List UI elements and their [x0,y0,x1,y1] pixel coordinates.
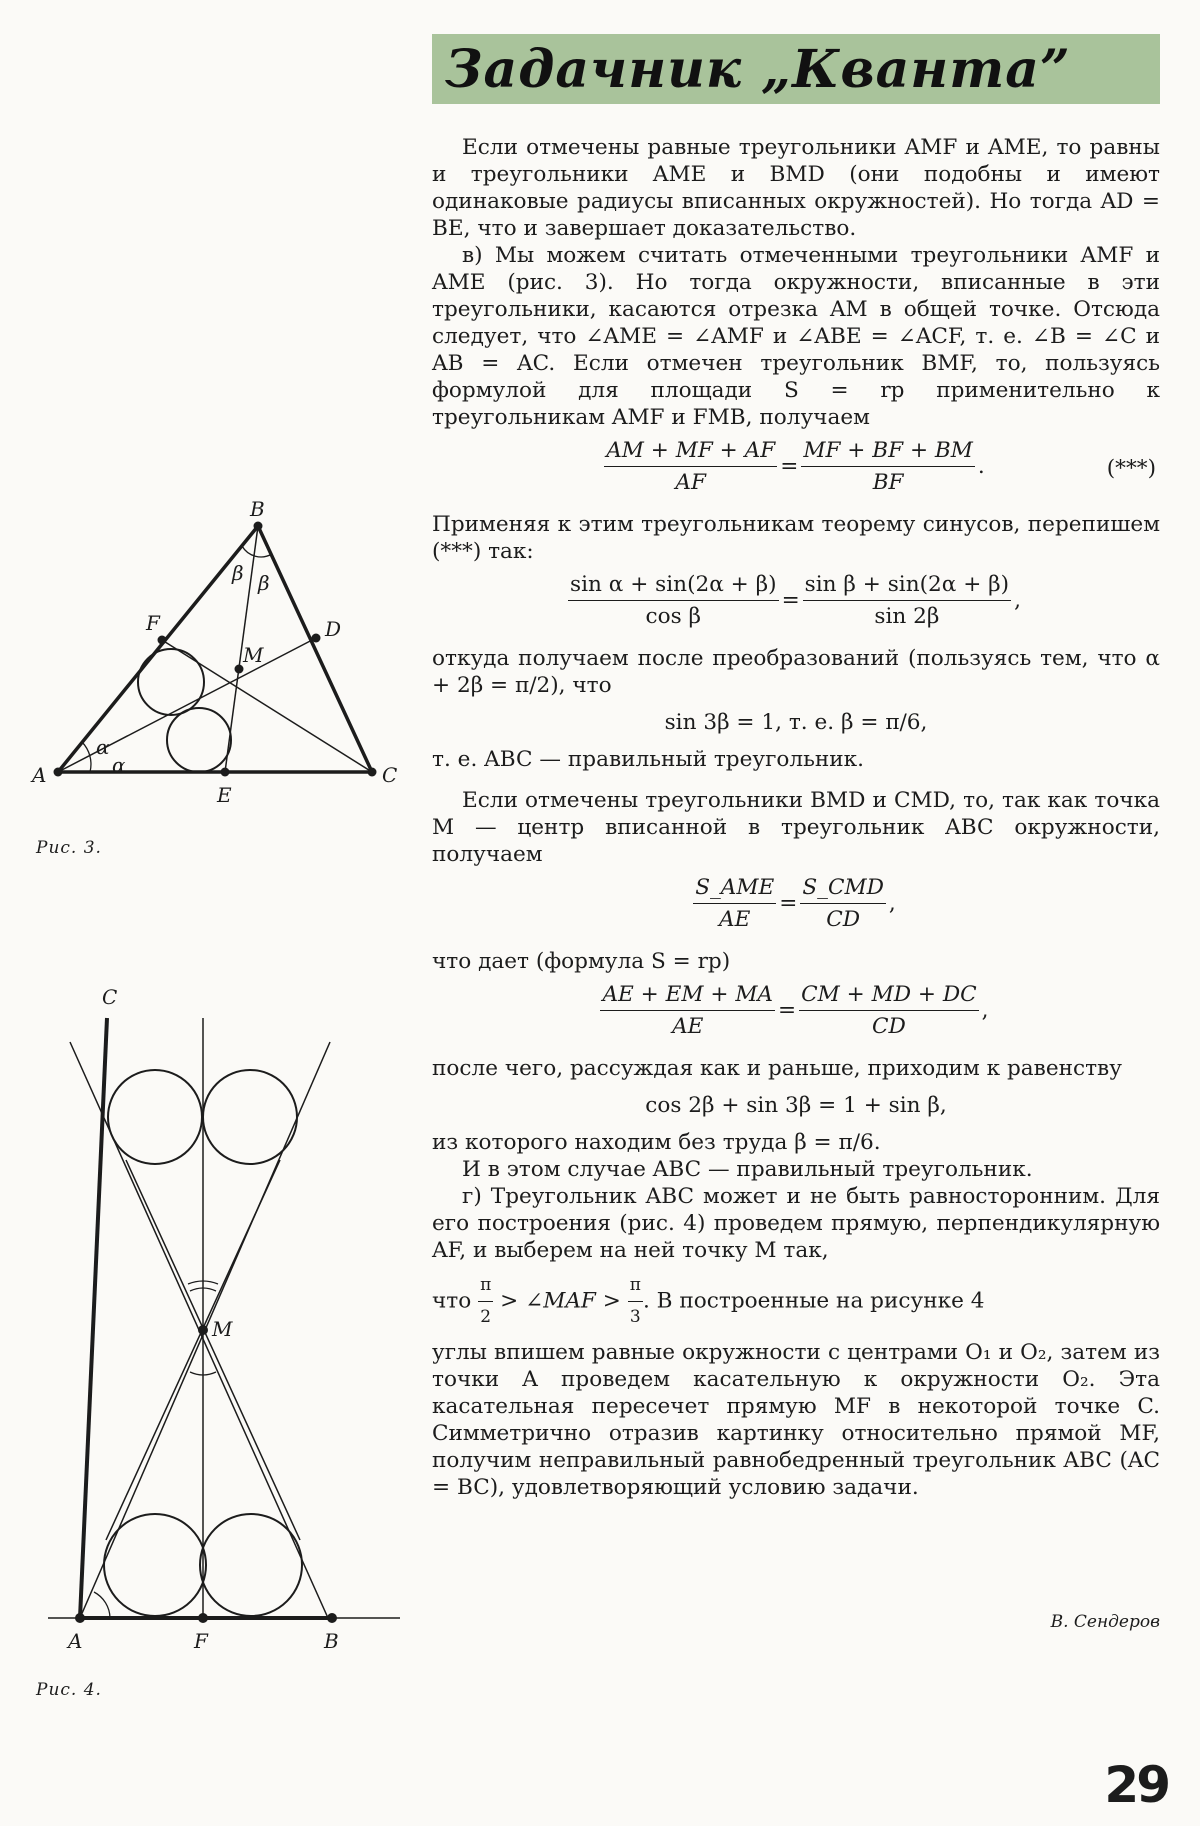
p12-frac2-num: π [628,1272,643,1302]
fig4-caption: Рис. 4. [36,1680,102,1700]
fig3-label-alpha2: α [112,753,126,777]
p12-frac1-den: 2 [480,1307,492,1327]
eq4-num-right: S_CMD [800,874,886,904]
eq5-den-left: AE [672,1014,704,1039]
p12-pre: что [432,1288,472,1314]
p12-post: . В построенные на рисунке 4 [642,1288,985,1314]
fig4-angle-arc-a [94,1592,110,1618]
fig3-label-alpha1: α [96,735,110,759]
paragraph-6: Если отмечены треугольники BMD и CMD, то, так как точка M — центр вписанной в треугольник ABC окружности, получаем [432,788,1160,867]
fig4-label-f: F [194,1629,208,1653]
fig4-circle-bottom-left [104,1514,206,1616]
fig3-incircle-amf [138,649,204,715]
fig3-incircle-ame [167,708,231,772]
figure-4 [20,980,420,1660]
paragraph-3: Применяя к этим треугольникам теорему синусов, перепишем (***) так: [432,512,1160,564]
fig4-tangent-right-2 [106,1160,280,1540]
eq1-num-left: AM + MF + AF [604,437,777,467]
fig3-label-b: B [250,497,265,521]
eq2-num-left: sin α + sin(2α + β) [568,571,779,601]
fig3-label-beta1: β [232,561,244,585]
eq1-tag: (***) [1106,456,1156,481]
eq5-num-right: CM + MD + DC [799,981,979,1011]
equation-1: $\frac{AM + MF + AF}{AF}$ = $\frac{MF + BF + BM}{BF}$ . (***) [606,438,1156,495]
equation-4: $\frac{\text{S\_AME}}{AE}$ = $\frac{\text{S\_CMD}}{CD}$ , [695,875,896,932]
eq1-den-right: BF [872,470,904,495]
author-signature: В. Сендеров [1050,1612,1160,1632]
eq4-num-left: S_AME [693,874,776,904]
eq4-den-left: AE [719,907,751,932]
fig4-label-b: B [324,1629,339,1653]
paragraph-1: Если отмечены равные треугольники AMF и AME, то равны и треугольники AME и BMD (они подобны и имеют одинаковые радиусы вписанных окружностей). Но тогда AD = BE, что и завершает доказательство. [432,135,1160,241]
fig3-label-c: C [382,763,398,787]
paragraph-9: из которого находим без труда β = π/6. [432,1130,881,1155]
fig4-tangent-left-2 [126,1160,300,1540]
equation-6: cos 2β + sin 3β = 1 + sin β, [645,1093,947,1118]
paragraph-10: И в этом случае ABC — правильный треугольник. [462,1157,1033,1182]
paragraph-8: после чего, рассуждая как и раньше, приходим к равенству [432,1056,1122,1081]
page-number: 29 [1104,1756,1168,1814]
fig4-label-c: C [102,985,118,1009]
p12-frac1-num: π [478,1272,493,1302]
paragraph-5: т. е. ABC — правильный треугольник. [432,747,865,772]
eq1-num-right: MF + BF + BM [801,437,975,467]
eq5-num-left: AE + EM + MA [600,981,775,1011]
fig3-label-m: M [243,643,264,667]
equation-2: $\frac{\text{sin α + sin(2α + β)}}{\text{cos β}}$ = $\frac{\text{sin β + sin(2α + β)}}{\sin 2\beta}$ , [570,572,1021,629]
fig4-circle-top-right [203,1070,297,1164]
eq2-den-right: sin 2β [874,604,940,629]
fig4-label-a: A [68,1629,83,1653]
section-title: Задачник „Кванта” [445,39,1071,100]
fig3-label-d: D [325,617,342,641]
p12-frac2-den: 3 [629,1307,641,1327]
figure-3 [20,490,420,830]
fig3-label-f: F [146,611,160,635]
equation-3: sin 3β = 1, т. е. β = π/6, [664,710,928,735]
paragraph-12 [432,1272,1160,1331]
fig3-label-beta2: β [258,571,270,595]
eq4-den-right: CD [826,907,861,932]
paragraph-4: откуда получаем после преобразований (пользуясь тем, что α + 2β = π/2), что [432,646,1160,698]
fig4-side-ac [80,1018,107,1618]
paragraph-13: углы впишем равные окружности с центрами O₁ и O₂, затем из точки A проведем касательную к окружности O₂. Эта касательная пересечет прямую MF в некоторой точке C. Симметрично отразив картинку относительно прямой MF, получим неправильный равнобедренный треугольник ABC (AC = BC), удовлетворяющий условию задачи. [432,1340,1160,1500]
paragraph-2: в) Мы можем считать отмеченными треугольники AMF и AME (рис. 3). Но тогда окружности, вписанные в эти треугольники, касаются отрезка AM в общей точке. Отсюда следует, что ∠AME = ∠AMF и ∠ABE = ∠ACF, т. е. ∠B = ∠C и AB = AC. Если отмечен треугольник BMF, то, пользуясь формулой для площади S = rp применительно к треугольникам AMF и FMB, получаем [432,243,1160,430]
eq2-num-right: sin β + sin(2α + β) [803,571,1011,601]
p12-mid: > ∠MAF > [500,1288,621,1314]
fig3-label-e: E [217,783,232,807]
paragraph-7: что дает (формула S = rp) [432,949,731,974]
paragraph-11: г) Треугольник ABC может и не быть равносторонним. Для его построения (рис. 4) проведем прямую, перпендикулярную AF, и выберем на ней точку M так, [432,1184,1160,1263]
equation-5: $\frac{AE + EM + MA}{AE}$ = $\frac{CM + MD + DC}{CD}$ , [602,982,989,1039]
fig3-side-bc [258,526,372,772]
eq2-den-left: cos β [645,604,702,629]
eq1-den-left: AF [675,470,706,495]
fig3-label-a: A [32,763,47,787]
eq5-den-right: CD [871,1014,906,1039]
fig3-caption: Рис. 3. [36,838,102,858]
fig4-circle-bottom-right [200,1514,302,1616]
article-column [432,134,1160,1501]
fig3-side-ab [58,526,258,772]
fig4-label-m: M [212,1317,233,1341]
fig4-circle-top-left [108,1070,202,1164]
